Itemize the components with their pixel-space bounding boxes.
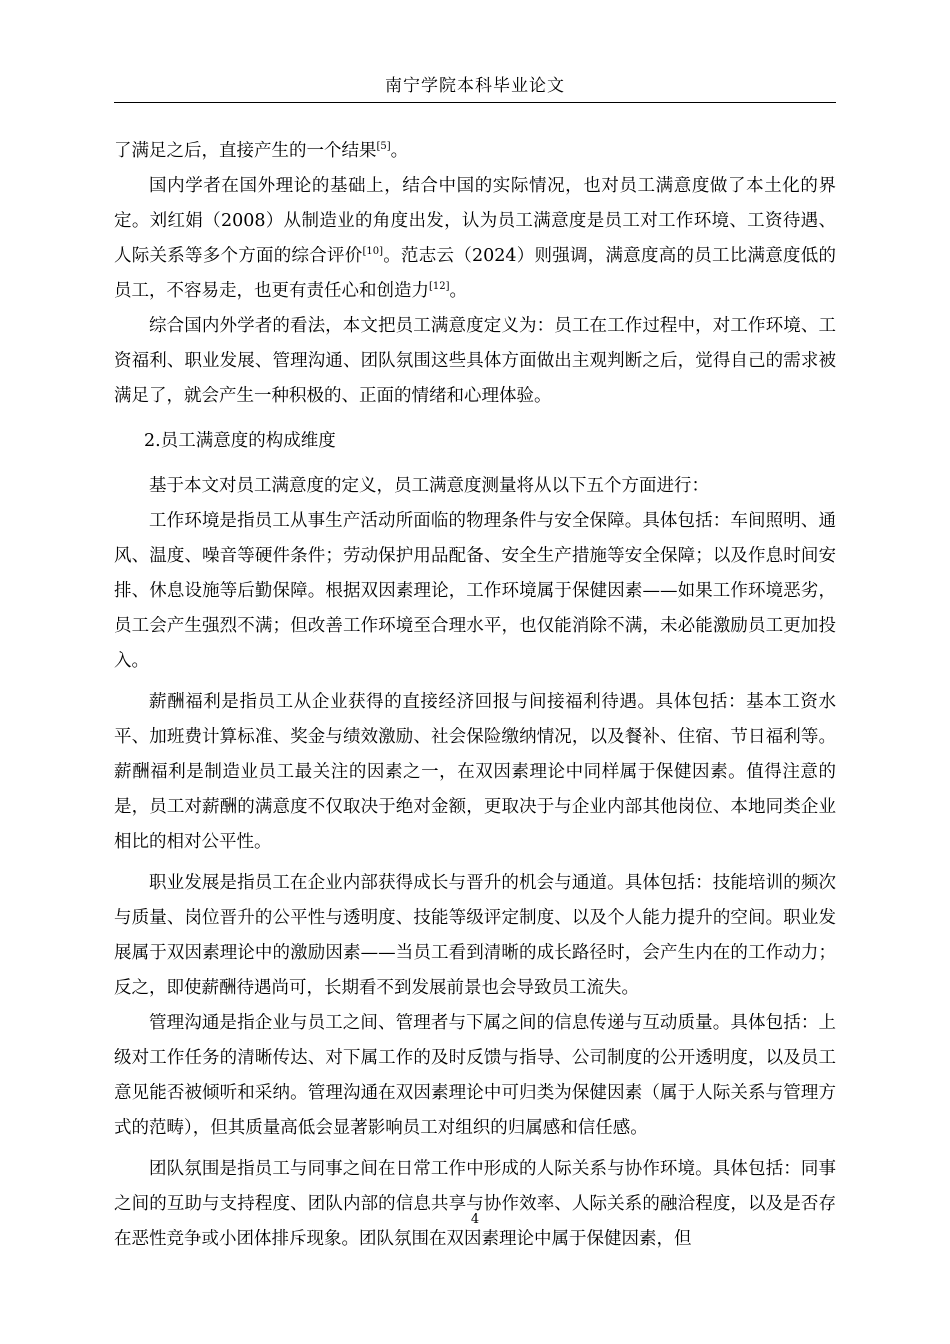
page-number: 4 [470, 1212, 480, 1227]
citation-12: [12] [429, 281, 450, 292]
body-text [114, 134, 836, 1257]
section-heading: 2.员工满意度的构成维度 [144, 431, 336, 451]
header-title: 南宁学院本科毕业论文 [385, 76, 565, 96]
paragraph-1-text: 了满足之后，直接产生的一个结果 [114, 141, 377, 161]
paragraph-2 [114, 169, 836, 309]
paragraph-7: 职业发展是指员工在企业内部获得成长与晋升的机会与通道。具体包括：技能培训的频次与质量、岗位晋升的公平性与透明度、技能等级评定制度、以及个人能力提升的空间。职业发展属于双因素理论中的激励因素——当员工看到清晰的成长路径时，会产生内在的工作动力；反之，即使薪酬待遇尚可，长期看不到发展前景也会导致员工流失。 [114, 873, 836, 998]
paragraph-5: 工作环境是指员工从事生产活动所面临的物理条件与安全保障。具体包括：车间照明、通风、温度、噪音等硬件条件；劳动保护用品配备、安全生产措施等安全保障；以及作息时间安排、休息设施等后勤保障。根据双因素理论，工作环境属于保健因素——如果工作环境恶劣，员工会产生强烈不满；但改善工作环境至合理水平，也仅能消除不满，未必能激励员工更加投入。 [114, 511, 836, 671]
paragraph-9: 团队氛围是指员工与同事之间在日常工作中形成的人际关系与协作环境。具体包括：同事之间的互助与支持程度、团队内部的信息共享与协作效率、人际关系的融洽程度，以及是否存在恶性竞争或小团体排斥现象。团队氛围在双因素理论中属于保健因素，但 [114, 1159, 836, 1249]
paragraph-3: 综合国内外学者的看法，本文把员工满意度定义为：员工在工作过程中，对工作环境、工资福利、职业发展、管理沟通、团队氛围这些具体方面做出主观判断之后，觉得自己的需求被满足了，就会产生一种积极的、正面的情绪和心理体验。 [114, 316, 836, 406]
page-footer [0, 1212, 950, 1227]
paragraph-2-text-b: 。范志云（2024）则强调，满意度高的员工比满意度低的员工，不容易走，也更有责任心和创造力 [114, 246, 837, 301]
paragraph-8: 管理沟通是指企业与员工之间、管理者与下属之间的信息传递与互动质量。具体包括：上级对工作任务的清晰传达、对下属工作的及时反馈与指导、公司制度的公开透明度，以及员工意见能否被倾听和采纳。管理沟通在双因素理论中可归类为保健因素（属于人际关系与管理方式的范畴），但其质量高低会显著影响员工对组织的归属感和信任感。 [114, 1013, 836, 1138]
paragraph-2-tail: 。 [449, 281, 468, 301]
paragraph-2-text-a: 国内学者在国外理论的基础上，结合中国的实际情况，也对员工满意度做了本土化的界定。刘红娟（2008）从制造业的角度出发，认为员工满意度是员工对工作环境、工资待遇、人际关系等多个方面的综合评价 [114, 176, 836, 266]
citation-5: [5] [376, 141, 391, 152]
citation-10: [10] [362, 246, 384, 257]
paragraph-4: 基于本文对员工满意度的定义，员工满意度测量将从以下五个方面进行： [149, 476, 709, 496]
paragraph-1 [114, 134, 836, 169]
paragraph-1-tail: 。 [390, 141, 409, 161]
page-header [114, 70, 836, 103]
paragraph-6: 薪酬福利是指员工从企业获得的直接经济回报与间接福利待遇。具体包括：基本工资水平、加班费计算标准、奖金与绩效激励、社会保险缴纳情况，以及餐补、住宿、节日福利等。薪酬福利是制造业员工最关注的因素之一，在双因素理论中同样属于保健因素。值得注意的是，员工对薪酬的满意度不仅取决于绝对金额，更取决于与企业内部其他岗位、本地同类企业相比的相对公平性。 [114, 692, 836, 852]
